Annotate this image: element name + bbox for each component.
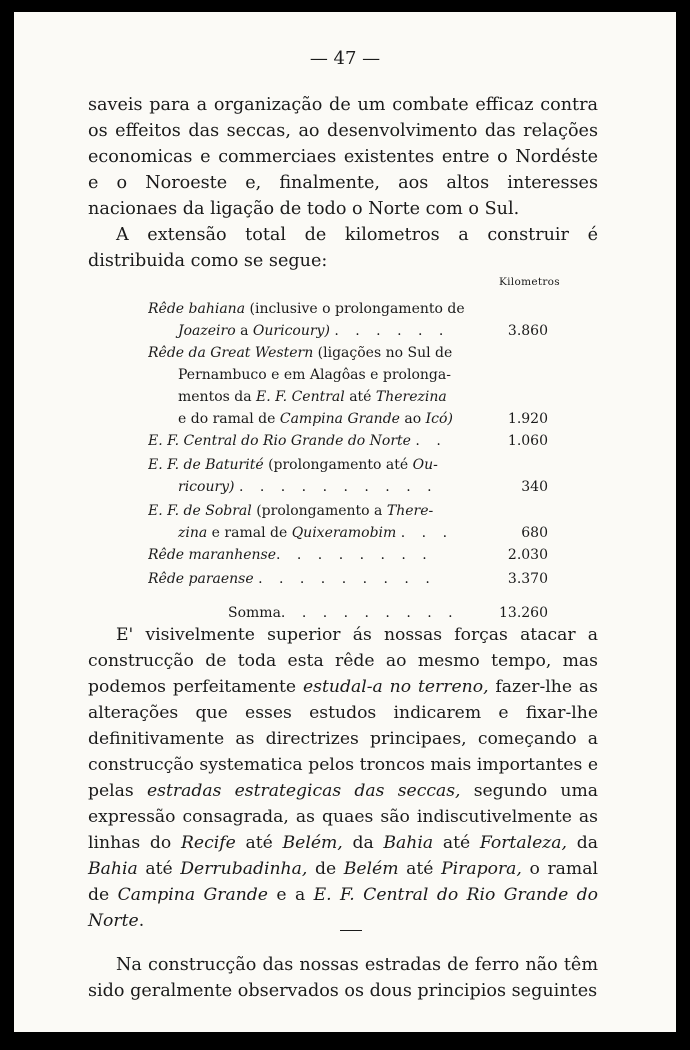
kilometros-column-header: Kilometros — [498, 276, 560, 288]
row-value: 1.060 — [507, 433, 548, 449]
paragraph-2: A extensão total de kilometros a construir é distribuida como se segue: — [88, 225, 598, 271]
row-value: 3.370 — [507, 571, 548, 587]
row-value: 340 — [521, 479, 548, 495]
row-value: 2.030 — [507, 547, 548, 563]
total-value: 13.260 — [499, 605, 548, 621]
row-name: E. F. de Baturité — [148, 457, 264, 473]
row-name: Rêde da Great Western — [148, 345, 314, 361]
row-name: Rêde bahiana — [148, 301, 246, 317]
paragraph-4: Na construcção das nossas estradas de ferro não têm sido geralmente observados os dous principios seguintes — [88, 955, 598, 1001]
row-value: 1.920 — [507, 411, 548, 427]
paragraph-3: E' visivelmente superior ás nossas forças atacar a construcção de toda esta rêde ao mesmo tempo, mas podemos perfeitamente estudal-a no terreno, fazer-lhe as alterações que esses estudos indicarem e fixar-lhe definitivamente as directrizes principaes, começando a construcção systematica pelos troncos mais importantes e pelas estradas estrategicas das seccas, segundo uma expressão consagrada, as quaes são indiscutivelmente as linhas do Recife até Belém, da Bahia até Fortaleza, da Bahia até Derrubadinha, de Belém até Pirapora, o ramal de Campina Grande e a E. F. Central do Rio Grande do Norte. — [88, 625, 598, 931]
row-name: E. F. Central do Rio Grande do Norte — [148, 433, 411, 449]
book-page: — 47 — saveis para a organização de um combate efficaz contra os effeitos das seccas, ao desenvolvimento das relações economicas e commerciaes existentes entre o Nordéste e o Noroeste e, finalmente, aos altos interesses nacionaes da ligação de todo o Norte com o Sul. A extensão total de kilometros a construir é distribuida como se segue: Kilometros Rêde bahiana (inclusive o prolongamento de Joazeiro a Ouricoury) . . . . . . 3.860 Rêde da Great Western (ligações no Sul de Pernambuco e em Alagôas e prolonga- mentos da E. F. Central até Therezina e do ramal de Campina Grande ao Icó) 1.920 E. F. Central do Rio Grande do Norte . . 1.060 E. F. de Baturité (prolongamento até Ou- ricoury) . . . . . . . . . . 340 E. F. de Sobral (prolongamento a There- zina e ramal de Quixeramobim . . . 680 Rêde maranhense. . . . . . . . 2.030 Rêde paraense . . . . . . . . . 3.370 Somma. . . . . . . . . 13.260 E' visivelmente superior ás nossas forças atacar a construcção de toda esta rêde ao mesmo tempo, mas podemos perfeitamente estudal-a no terreno, fazer-lhe as alterações que esses estudos indicarem e fixar-lhe definitivamente as directrizes principaes, começando a construcção systematica pelos troncos mais importantes e pelas estradas estrategicas das seccas, segundo uma expressão consagrada, as quaes são indiscutivelmente as linhas do Recife até Belém, da Bahia até Fortaleza, da Bahia até Derrubadinha, de Belém até Pirapora, o ramal de Campina Grande e a E. F. Central do Rio Grande do Norte. Na construcção das nossas estradas de ferro não têm sido geralmente observados os dous principios seguintes — [14, 12, 676, 1032]
row-name: E. F. de Sobral — [148, 503, 252, 519]
row-name: Rêde maranhense — [148, 547, 276, 563]
row-value: 3.860 — [507, 323, 548, 339]
paragraph-1: saveis para a organização de um combate efficaz contra os effeitos das seccas, ao desenvolvimento das relações economicas e commerciaes existentes entre o Nordéste e o Noroeste e, finalmente, aos altos interesses nacionaes da ligação de todo o Norte com o Sul. — [88, 95, 598, 219]
row-value: 680 — [521, 525, 548, 541]
total-label: Somma — [228, 605, 281, 621]
page-number: — 47 — — [309, 48, 381, 69]
row-name: Rêde paraense — [148, 571, 254, 587]
section-divider — [340, 930, 362, 931]
